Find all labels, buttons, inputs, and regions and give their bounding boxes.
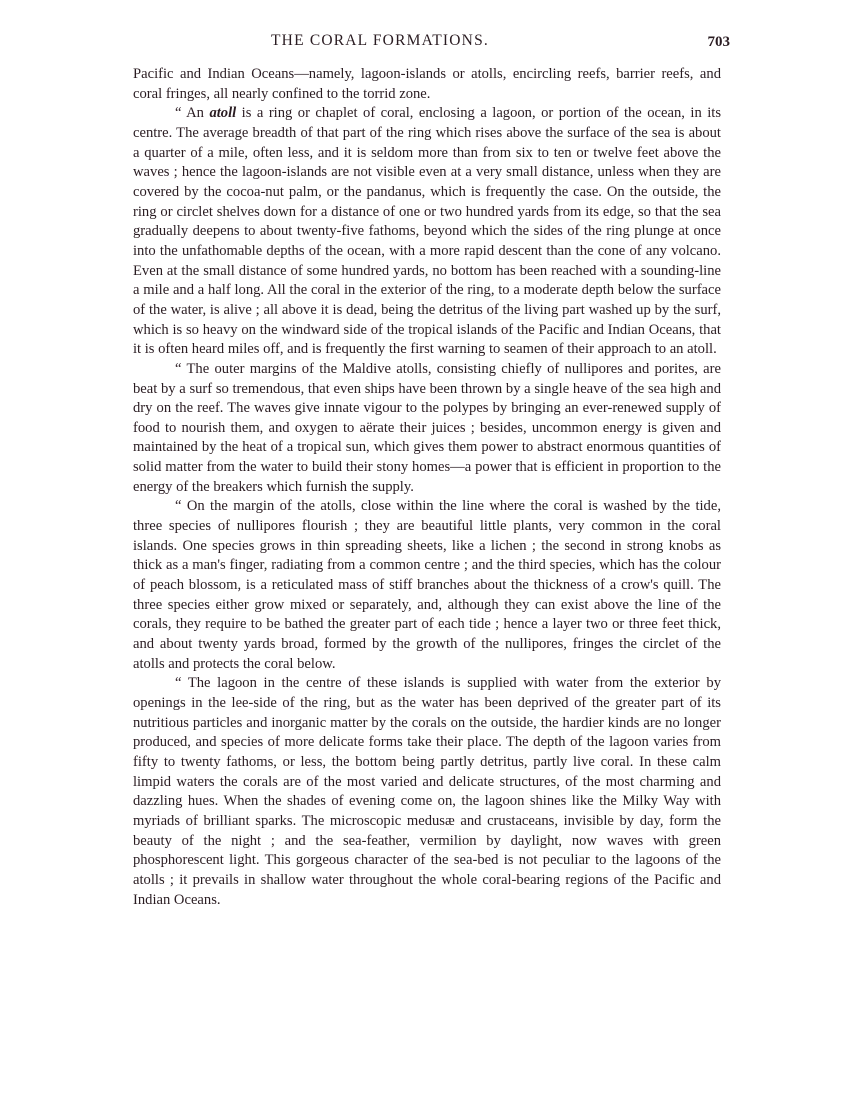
- paragraph-atoll-text: is a ring or chaplet of coral, enclosing a lagoon, or portion of the ocean, in its centre. The average breadth of that part of the ring which rises above the surface of the sea is about a quarter of a mile, often less, and it is seldom more than from six to ten or twelve feet above the waves ; hence the lagoon-islands are not visible even at a very small distance, unless when they are covered by the cocoa-nut palm, or the pandanus, which is frequently the case. On the outside, the ring or circlet shelves down for a distance of one or two hundred yards from its edge, so that the sea gradually deepens to about twenty-five fathoms, beyond which the sides of the ring plunge at once into the unfathomable depths of the ocean, with a more rapid descent than the cone of any volcano. Even at the small distance of some hundred yards, no bottom has been reached with a sounding-line a mile and a half long. All the coral in the exterior of the ring, to a moderate depth below the surface of the water, is alive ; all above it is dead, being the detritus of the living part washed up by the surf, which is so heavy on the windward side of the tropical islands of the Pacific and Indian Oceans, that it is often heard miles off, and is frequently the first warning to seamen of their approach to an atoll.: [133, 105, 721, 358]
- quote-opening: “ An: [175, 105, 210, 122]
- paragraph-lagoon: “ The lagoon in the centre of these islands is supplied with water from the exterior by openings in the lee-side of the ring, but as the water has been deprived of the greater part of its nutritious particles and inorganic matter by the corals on the outside, the hardier kinds are no longer produced, and species of more delicate forms take their place. The depth of the lagoon varies from fifty to twenty fathoms, or less, the bottom being partly detritus, partly live coral. In these calm limpid waters the corals are of the most varied and delicate structures, of the most charming and dazzling hues. When the shades of evening come on, the lagoon shines like the Milky Way with myriads of brilliant sparks. The microscopic medusæ and crustaceans, invisible by day, form the beauty of the night ; and the sea-feather, vermilion by daylight, now waves with green phosphorescent light. This gorgeous character of the sea-bed is not peculiar to the lagoons of the atolls ; it prevails in shallow water throughout the whole coral-bearing regions of the Pacific and Indian Oceans.: [133, 675, 721, 908]
- paragraph-maldive-atolls: “ The outer margins of the Maldive atolls, consisting chiefly of nullipores and porites, are beat by a surf so tremendous, that even ships have been thrown by a single heave of the sea high and dry on the reef. The waves give innate vigour to the polypes by bringing an ever-renewed supply of food to nourish them, and oxygen to aërate their juices ; besides, uncommon energy is given and maintained by the heat of a tropical sun, which gives them power to abstract enormous quantities of solid matter from the water to build their stony homes—a power that is efficient in proportion to the energy of the breakers which furnish the supply.: [133, 360, 721, 495]
- body-text: [133, 65, 721, 910]
- running-head: [130, 30, 730, 54]
- paragraph-continuation: Pacific and Indian Oceans—namely, lagoon-islands or atolls, encircling reefs, barrier reefs, and coral fringes, all nearly confined to the torrid zone.: [133, 66, 721, 102]
- paragraph-nullipores: “ On the margin of the atolls, close within the line where the coral is washed by the tide, three species of nullipores flourish ; they are beautiful little plants, very common in the coral islands. One species grows in thin spreading sheets, like a lichen ; the second in strong knobs as thick as a man's finger, radiating from a common centre ; and the third species, which has the colour of peach blossom, is a reticulated mass of stiff branches about the thickness of a crow's quill. The three species either grow mixed or separately, and, although they can exist above the line of the corals, they require to be bathed the greater part of each tide ; hence a layer two or three feet thick, and about twenty yards broad, formed by the growth of the nullipores, fringes the circlet of the atolls and protects the coral below.: [133, 498, 721, 672]
- emphasized-term-atoll: atoll: [209, 105, 237, 122]
- paragraph-atoll-definition: [133, 104, 721, 360]
- page-number: 703: [707, 34, 730, 50]
- running-title: THE CORAL FORMATIONS.: [271, 32, 489, 49]
